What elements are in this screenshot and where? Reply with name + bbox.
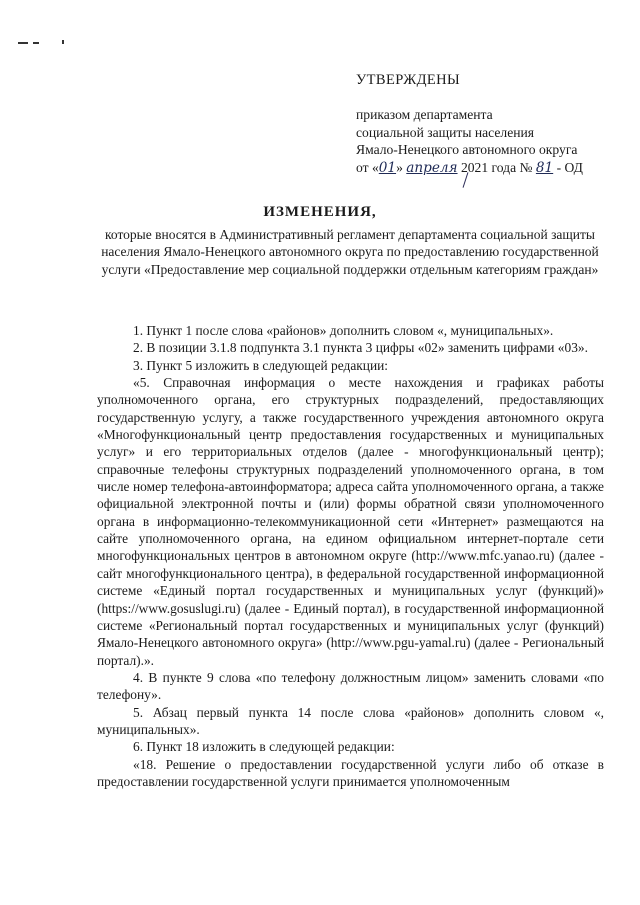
scan-speck: [18, 42, 28, 44]
paragraph: 6. Пункт 18 изложить в следующей редакции:: [133, 739, 395, 755]
scan-speck: [62, 40, 64, 44]
document-subtitle: которые вносятся в Административный регламент департамента социальной защиты населения Ямало-Ненецкого автономного округа по предоставлению государственной услуги «Предоставление мер социальной поддержки отдельным категориям граждан»: [101, 227, 599, 277]
approved-title: УТВЕРЖДЕНЫ: [356, 72, 461, 88]
scan-speck: [33, 42, 39, 44]
paragraph: 5. Абзац первый пункта 14 после слова «районов» дополнить словом «, муниципальных».: [97, 704, 604, 737]
document-title: ИЗМЕНЕНИЯ,: [263, 204, 377, 220]
paragraph: 4. В пункте 9 слова «по телефону должностным лицом» заменить словами «по телефону».: [97, 669, 604, 703]
paragraph: 2. В позиции 3.1.8 подпункта 3.1 пункта 3 цифры «02» заменить цифрами «03».: [133, 340, 588, 356]
paragraph: 3. Пункт 5 изложить в следующей редакции:: [133, 357, 389, 373]
handwritten-day: 01: [378, 159, 397, 176]
document-body: [97, 322, 604, 790]
paragraph: «5. Справочная информация о месте нахождения и графиках работы уполномоченного органа, его структурных подразделений, предоставляющих государственную услугу, а также государственного учреждения автономного округа «Многофункциональный центр предоставления государственных и муниципальных услуг» и его территориальных отделов (далее - многофункциональный центр); справочные телефоны структурных подразделений уполномоченного органа, в том числе номер телефона-автоинформатора; адреса сайта уполномоченного органа, а также официальной электронной почты и (или) формы обратной связи уполномоченного органа в информационно-телекоммуникационной сети «Интернет» размещаются на сайте уполномоченного органа, на едином официальном интернет-портале сети многофункциональных центров в автономном округе (http://www.mfc.yanao.ru) (далее - сайт многофункционального центра), в федеральной государственной информационной системе «Единый портал государственных и муниципальных услуг (функций)» (https://www.gosuslugi.ru) (далее - Единый портал), в государственной информационной системе «Региональный портал государственных и муниципальных услуг (функций) Ямало-Ненецкого автономного округа» (http://www.pgu-yamal.ru) (далее - Региональный портал).».: [97, 375, 604, 668]
approval-block: [356, 106, 616, 177]
handwritten-month: апреля: [406, 159, 458, 176]
approval-line: Ямало-Ненецкого автономного округа: [356, 142, 578, 158]
approval-line: приказом департамента: [356, 107, 493, 122]
paragraph: 1. Пункт 1 после слова «районов» дополнить словом «, муниципальных».: [133, 323, 554, 338]
approval-line: социальной защиты населения: [356, 124, 535, 140]
paragraph: «18. Решение о предоставлении государственной услуги либо об отказе в предоставлении государственной услуги принимается уполномоченным: [97, 756, 604, 789]
approval-date-line: от «01» апреля 2021 года № 81 - ОД: [356, 159, 583, 176]
handwritten-number: 81: [535, 159, 554, 176]
